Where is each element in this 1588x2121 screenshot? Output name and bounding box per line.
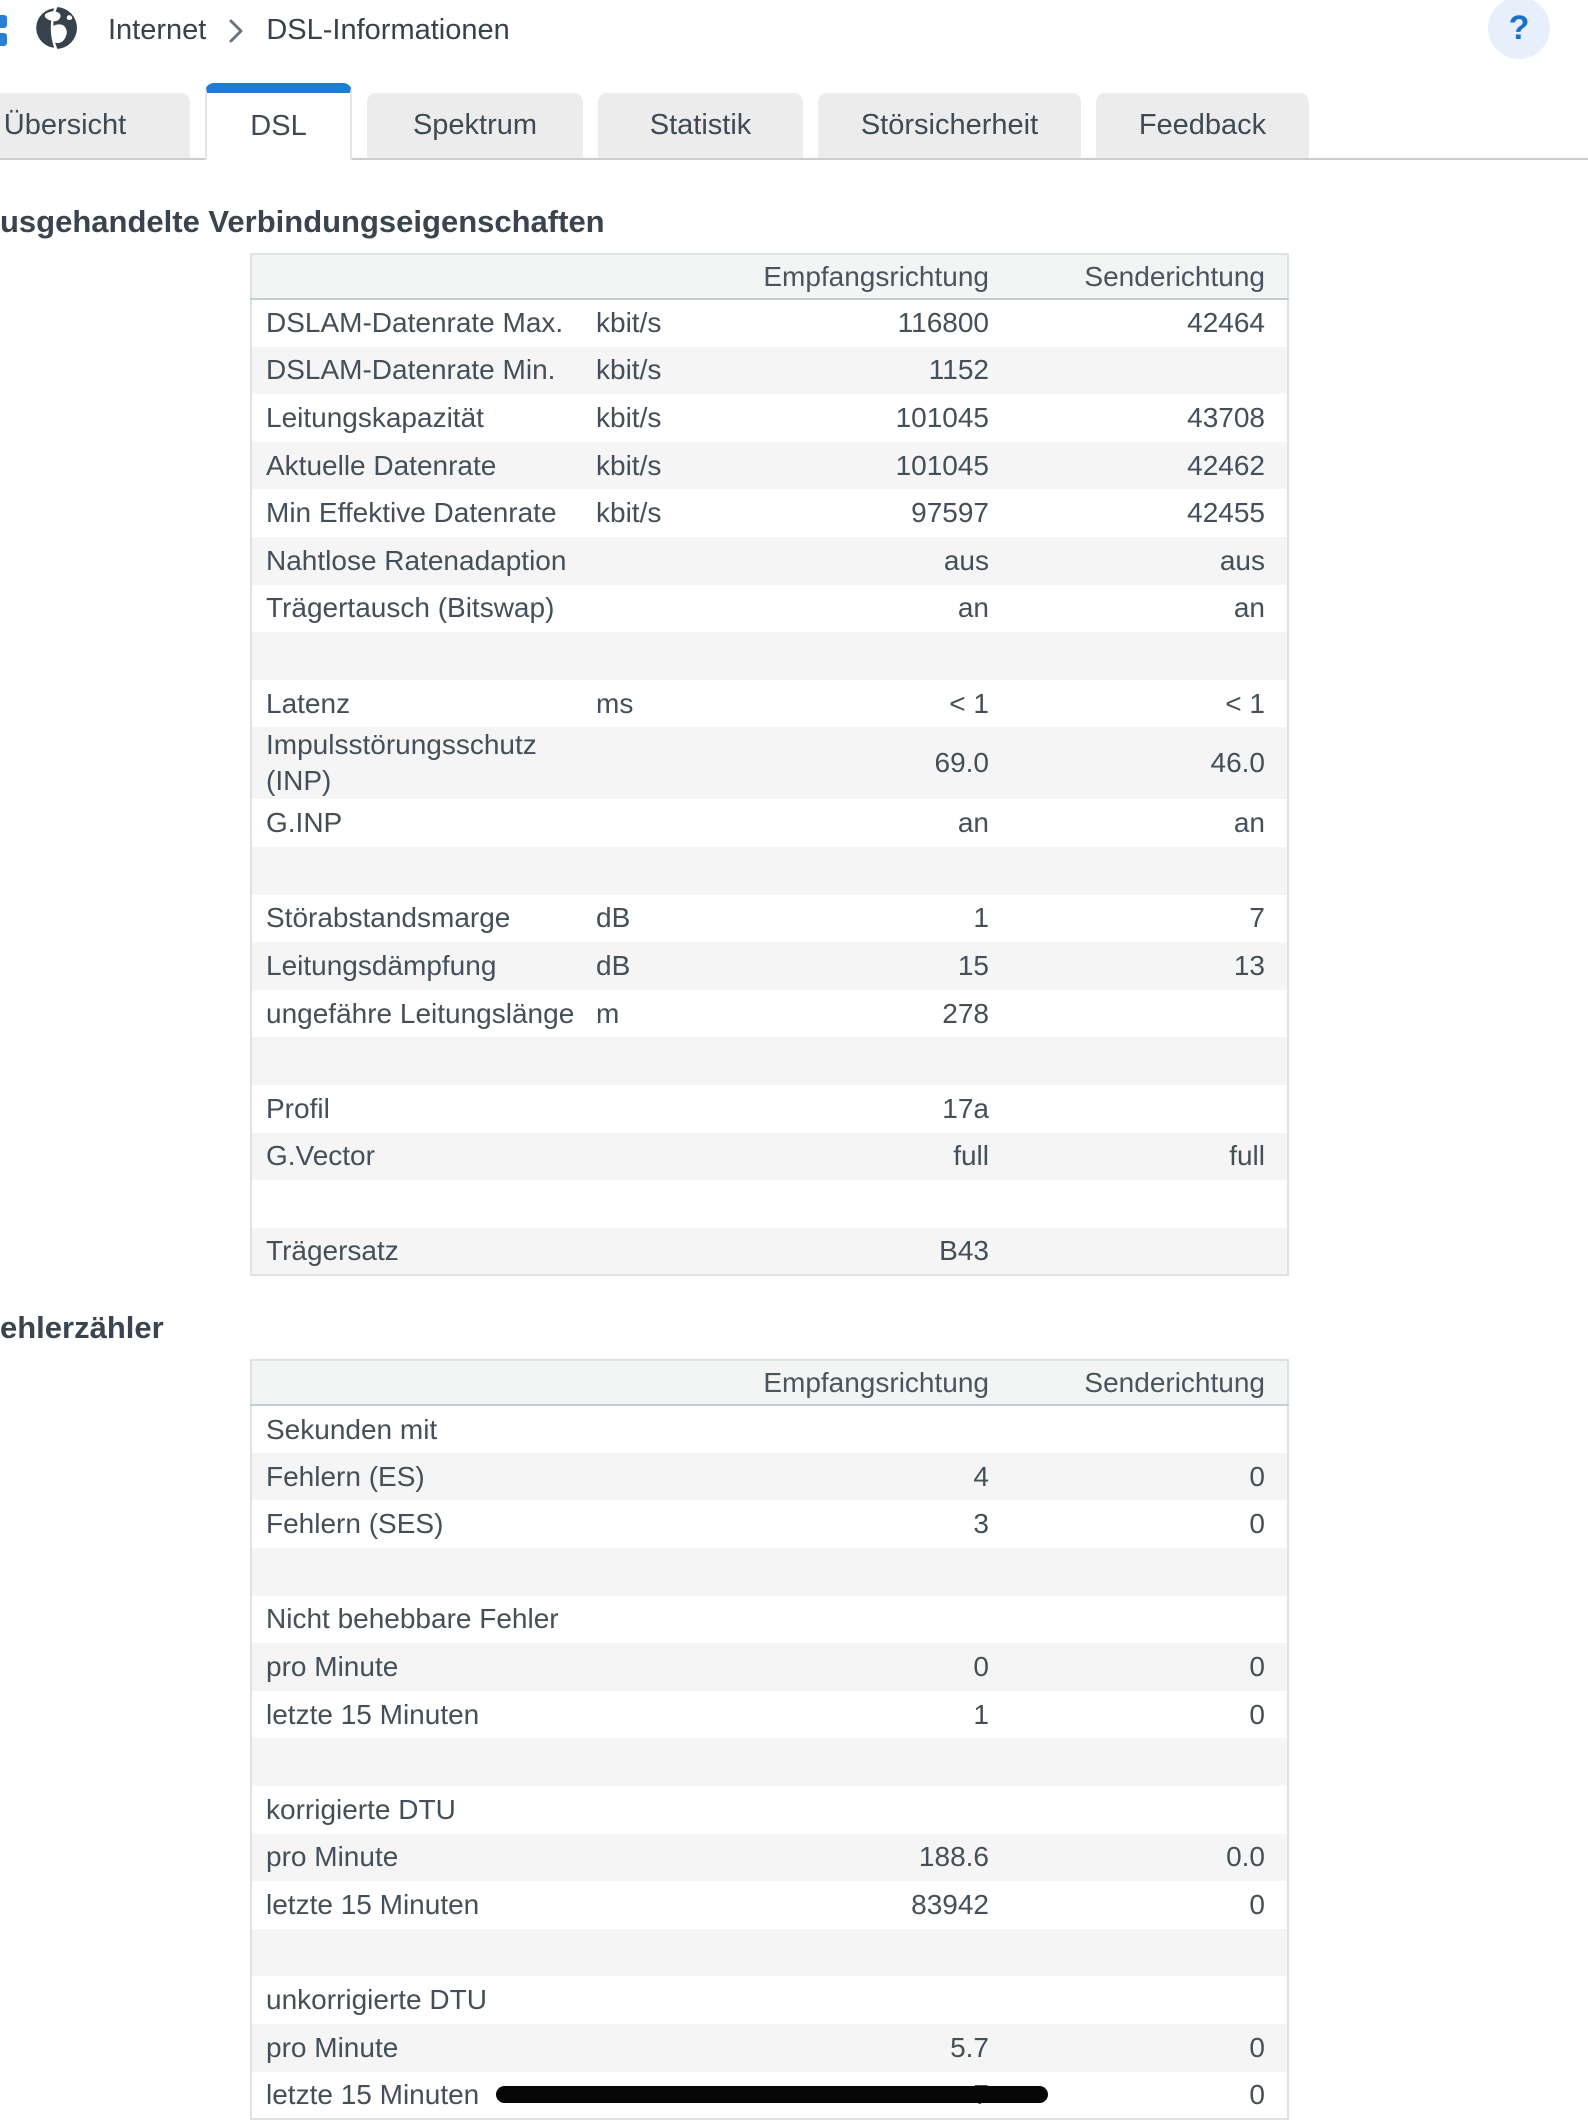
tab-statistik[interactable]: Statistik xyxy=(598,93,803,158)
table-row xyxy=(251,585,1288,633)
value-rx: 1152 xyxy=(928,354,989,386)
row-unit xyxy=(596,1834,746,1882)
column-header-senderichtung: Senderichtung xyxy=(1011,254,1288,299)
group-label: Nicht behebbare Fehler xyxy=(266,1603,559,1635)
value-tx: an xyxy=(1233,807,1265,839)
table-row xyxy=(251,990,1288,1038)
value-tx: 13 xyxy=(1233,949,1265,981)
breadcrumb-bar xyxy=(0,0,1588,85)
breadcrumb-section[interactable]: Internet xyxy=(108,14,207,46)
tab-spektrum[interactable]: Spektrum xyxy=(367,93,583,158)
value-tx: < 1 xyxy=(1225,687,1265,719)
row-unit xyxy=(596,1453,746,1501)
table-row xyxy=(251,2024,1288,2072)
row-unit xyxy=(596,1228,746,1276)
row-label: Profil xyxy=(266,1092,330,1124)
row-label: Latenz xyxy=(266,687,351,719)
table-row xyxy=(251,537,1288,585)
value-rx: 278 xyxy=(942,997,989,1029)
value-rx: 4 xyxy=(973,1460,989,1492)
row-label: Min Effektive Datenrate xyxy=(266,497,557,529)
group-label: korrigierte DTU xyxy=(266,1793,456,1825)
table-header-row xyxy=(251,254,1288,299)
row-label: Nahtlose Ratenadaption xyxy=(266,544,567,576)
table-row xyxy=(251,1976,1288,2024)
spacer-row xyxy=(251,1929,1288,1977)
row-unit xyxy=(596,1085,746,1133)
value-tx: 0 xyxy=(1249,2031,1265,2063)
spacer-cell xyxy=(251,1180,1288,1228)
spacer-row xyxy=(251,1180,1288,1228)
value-tx xyxy=(1011,1596,1288,1644)
row-unit xyxy=(596,1133,746,1181)
value-rx: 5.7 xyxy=(950,2031,989,2063)
table-row xyxy=(251,1834,1288,1882)
tab-stoersicherheit[interactable]: Störsicherheit xyxy=(818,93,1081,158)
row-label: G.Vector xyxy=(266,1140,375,1172)
row-label: DSLAM-Datenrate Max. xyxy=(266,307,564,339)
connection-properties-table-wrap xyxy=(250,253,1287,1276)
table-row xyxy=(251,347,1288,395)
column-header-empfangsrichtung: Empfangsrichtung xyxy=(746,1360,1011,1405)
table-header-row xyxy=(251,1360,1288,1405)
row-label: Fehlern (SES) xyxy=(266,1508,444,1540)
section-title-connection-properties: usgehandelte Verbindungseigenschaften xyxy=(0,204,605,239)
table-row xyxy=(251,680,1288,728)
value-rx: 3 xyxy=(973,1508,989,1540)
value-tx xyxy=(1011,990,1288,1038)
row-unit xyxy=(596,537,746,585)
table-row xyxy=(251,1405,1288,1453)
table-row xyxy=(251,1691,1288,1739)
breadcrumb-page: DSL-Informationen xyxy=(266,14,510,46)
tab-dsl[interactable]: DSL xyxy=(205,83,352,160)
value-tx: full xyxy=(1229,1140,1265,1172)
value-tx: 0 xyxy=(1249,1889,1265,1921)
value-tx: an xyxy=(1233,592,1265,624)
value-tx xyxy=(1011,1228,1288,1276)
group-label: unkorrigierte DTU xyxy=(266,1984,487,2016)
tab-uebersicht[interactable]: Übersicht xyxy=(0,93,190,158)
value-tx: 0 xyxy=(1249,1460,1265,1492)
row-unit xyxy=(596,2024,746,2072)
row-label: ungefähre Leitungslänge xyxy=(266,997,575,1029)
chevron-right-icon xyxy=(228,17,244,45)
row-unit: kbit/s xyxy=(596,497,662,529)
value-rx: 101045 xyxy=(895,401,989,433)
redaction-bar xyxy=(496,2086,1048,2103)
table-row xyxy=(251,799,1288,847)
row-label: Leitungsdämpfung xyxy=(266,949,497,981)
value-rx: < 1 xyxy=(949,687,989,719)
row-label: DSLAM-Datenrate Min. xyxy=(266,354,556,386)
row-unit: ms xyxy=(596,687,634,719)
row-label: Aktuelle Datenrate xyxy=(266,449,497,481)
value-rx: 0 xyxy=(973,1651,989,1683)
row-label: G.INP xyxy=(266,807,343,839)
value-tx: 43708 xyxy=(1187,401,1265,433)
value-rx: an xyxy=(957,807,989,839)
value-rx: 1 xyxy=(973,1698,989,1730)
value-tx: 42464 xyxy=(1187,307,1265,339)
value-tx xyxy=(1011,1976,1288,2024)
column-header-empty xyxy=(251,1360,746,1405)
help-button[interactable]: ? xyxy=(1488,0,1550,59)
spacer-cell xyxy=(251,1738,1288,1786)
internet-globe-icon xyxy=(33,5,79,51)
tab-feedback[interactable]: Feedback xyxy=(1096,93,1309,158)
row-unit xyxy=(596,1881,746,1929)
table-row xyxy=(251,1643,1288,1691)
table-row xyxy=(251,299,1288,347)
row-label: Störabstandsmarge xyxy=(266,902,511,934)
tab-bar xyxy=(0,85,1588,160)
table-row xyxy=(251,1881,1288,1929)
spacer-cell xyxy=(251,847,1288,895)
error-counters-table xyxy=(250,1359,1289,2120)
breadcrumb xyxy=(108,14,510,47)
table-row xyxy=(251,1133,1288,1181)
spacer-row xyxy=(251,632,1288,680)
value-rx xyxy=(746,1786,1011,1834)
row-unit xyxy=(596,799,746,847)
row-label: letzte 15 Minuten xyxy=(266,1698,480,1730)
row-unit: kbit/s xyxy=(596,449,662,481)
value-rx xyxy=(746,1976,1011,2024)
value-rx: B43 xyxy=(939,1234,989,1266)
row-label: Trägertausch (Bitswap) xyxy=(266,592,555,624)
row-unit: kbit/s xyxy=(596,354,662,386)
value-rx: full xyxy=(953,1140,989,1172)
column-header-senderichtung: Senderichtung xyxy=(1011,1360,1288,1405)
spacer-row xyxy=(251,1738,1288,1786)
table-row xyxy=(251,394,1288,442)
row-unit: dB xyxy=(596,949,631,981)
row-label: Impulsstörungsschutz (INP) xyxy=(266,729,537,797)
section-title-error-counters: ehlerzähler xyxy=(0,1310,164,1346)
spacer-cell xyxy=(251,632,1288,680)
spacer-row xyxy=(251,847,1288,895)
spacer-cell xyxy=(251,1929,1288,1977)
value-rx: 188.6 xyxy=(918,1841,989,1873)
value-tx: 46.0 xyxy=(1210,747,1265,779)
row-unit: kbit/s xyxy=(596,307,662,339)
value-rx: an xyxy=(957,592,989,624)
connection-properties-table xyxy=(250,253,1289,1276)
value-tx xyxy=(1011,1405,1288,1453)
row-unit: m xyxy=(596,997,620,1029)
row-label: Fehlern (ES) xyxy=(266,1460,425,1492)
row-unit xyxy=(596,585,746,633)
value-tx: 42455 xyxy=(1187,497,1265,529)
value-rx: 1 xyxy=(973,902,989,934)
column-header-empty xyxy=(251,254,746,299)
table-row xyxy=(251,1786,1288,1834)
row-label: letzte 15 Minuten xyxy=(266,1889,480,1921)
row-unit: dB xyxy=(596,902,631,934)
menu-icon-bar xyxy=(0,33,7,46)
group-label: Sekunden mit xyxy=(266,1413,438,1445)
table-row xyxy=(251,1596,1288,1644)
error-counters-table-wrap xyxy=(250,1359,1287,2120)
spacer-cell xyxy=(251,1037,1288,1085)
value-tx xyxy=(1011,347,1288,395)
value-rx: 15 xyxy=(957,949,989,981)
row-label: pro Minute xyxy=(266,2031,399,2063)
value-tx: 0 xyxy=(1249,1508,1265,1540)
value-tx: 0 xyxy=(1249,1651,1265,1683)
table-row xyxy=(251,895,1288,943)
value-tx: 0 xyxy=(1249,2078,1265,2110)
menu-icon-bar xyxy=(0,15,7,28)
menu-icon[interactable] xyxy=(0,15,7,47)
spacer-row xyxy=(251,1037,1288,1085)
value-rx: 69.0 xyxy=(934,747,989,779)
value-tx xyxy=(1011,1085,1288,1133)
value-tx: 0.0 xyxy=(1226,1841,1265,1873)
spacer-row xyxy=(251,1548,1288,1596)
table-row xyxy=(251,942,1288,990)
table-row xyxy=(251,727,1288,799)
row-unit: kbit/s xyxy=(596,401,662,433)
value-tx: 0 xyxy=(1249,1698,1265,1730)
table-row xyxy=(251,1453,1288,1501)
value-rx xyxy=(746,1405,1011,1453)
row-label: letzte 15 Minuten xyxy=(266,2078,480,2110)
table-row xyxy=(251,489,1288,537)
value-rx: 97597 xyxy=(911,497,989,529)
value-rx: aus xyxy=(943,544,989,576)
table-row xyxy=(251,442,1288,490)
row-label: pro Minute xyxy=(266,1651,399,1683)
row-label: Trägersatz xyxy=(266,1234,399,1266)
value-rx: 17a xyxy=(942,1092,989,1124)
column-header-empfangsrichtung: Empfangsrichtung xyxy=(746,254,1011,299)
value-tx: 7 xyxy=(1249,902,1265,934)
value-tx: 42462 xyxy=(1187,449,1265,481)
spacer-cell xyxy=(251,1548,1288,1596)
row-unit xyxy=(596,727,746,799)
value-rx: 101045 xyxy=(895,449,989,481)
value-rx: 83942 xyxy=(911,1889,989,1921)
table-row xyxy=(251,1228,1288,1276)
row-unit xyxy=(596,1643,746,1691)
row-label: pro Minute xyxy=(266,1841,399,1873)
value-rx: 116800 xyxy=(897,307,989,339)
value-tx xyxy=(1011,1786,1288,1834)
table-row xyxy=(251,1500,1288,1548)
value-rx xyxy=(746,1596,1011,1644)
value-tx: aus xyxy=(1219,544,1265,576)
table-row xyxy=(251,1085,1288,1133)
row-label: Leitungskapazität xyxy=(266,401,484,433)
row-unit xyxy=(596,1691,746,1739)
row-unit xyxy=(596,1500,746,1548)
